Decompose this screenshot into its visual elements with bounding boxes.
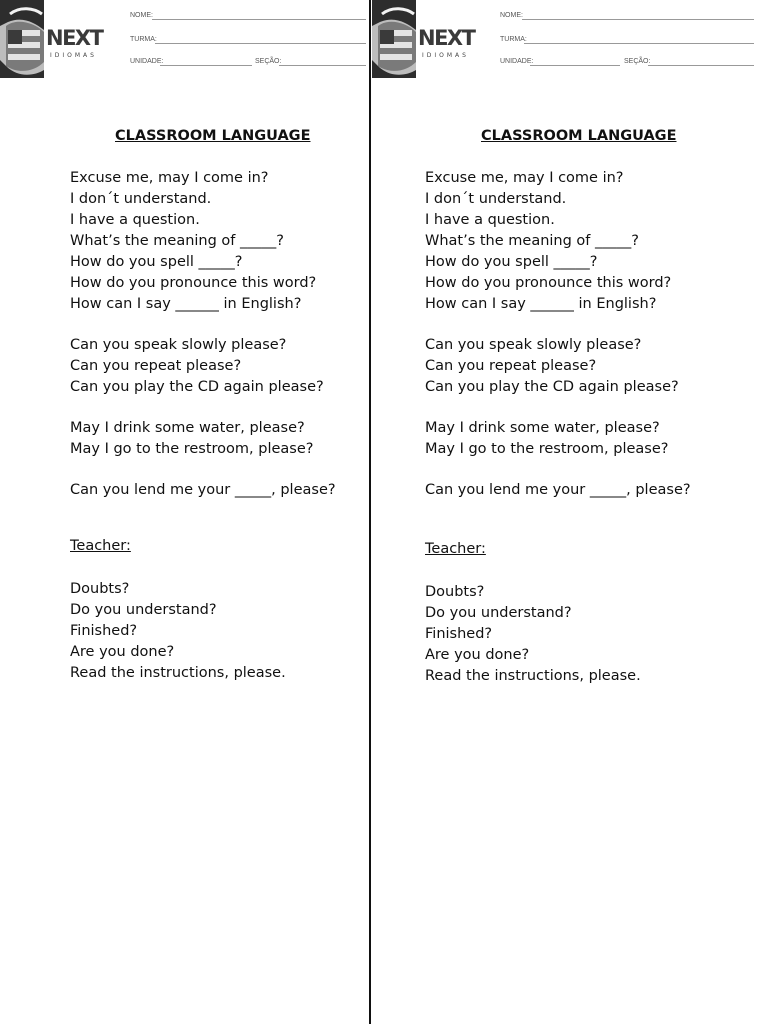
worksheet-left — [0, 0, 370, 1024]
unit-field[interactable] — [160, 65, 252, 66]
brand-tagline: IDIOMAS — [50, 52, 97, 59]
phrase-line: How do you pronounce this word? — [425, 275, 672, 291]
brand-name: NEXT — [46, 26, 103, 50]
teacher-line: Are you done? — [425, 647, 530, 663]
phrase-line: May I go to the restroom, please? — [425, 441, 669, 457]
phrase-line: Can you play the CD again please? — [70, 379, 324, 395]
section-field[interactable] — [279, 65, 366, 66]
worksheet-title: CLASSROOM LANGUAGE — [481, 128, 677, 144]
teacher-line: Read the instructions, please. — [425, 668, 641, 684]
phrase-group-4 — [425, 480, 691, 501]
name-field[interactable] — [152, 19, 366, 20]
name-label: NOME: — [130, 12, 153, 19]
phrase-line: Can you repeat please? — [70, 358, 242, 374]
next-idiomas-logo — [372, 0, 474, 78]
worksheet-right — [372, 0, 768, 1024]
phrase-line: I have a question. — [425, 212, 555, 228]
phrase-line: Can you repeat please? — [425, 358, 597, 374]
unit-label: UNIDADE: — [130, 58, 164, 65]
teacher-line: Are you done? — [70, 644, 175, 660]
phrase-group-2 — [70, 335, 324, 398]
phrase-line: I don´t understand. — [70, 191, 212, 207]
teacher-line: Do you understand? — [70, 602, 217, 618]
teacher-line: Doubts? — [70, 581, 130, 597]
class-label: TURMA: — [130, 36, 157, 43]
phrase-line: What’s the meaning of _____? — [425, 233, 639, 249]
phrase-line: Can you speak slowly please? — [70, 337, 287, 353]
phrase-line: I have a question. — [70, 212, 200, 228]
phrase-line: May I drink some water, please? — [425, 420, 660, 436]
section-field[interactable] — [648, 65, 754, 66]
teacher-heading: Teacher: — [425, 541, 486, 557]
unit-label: UNIDADE: — [500, 58, 534, 65]
teacher-line: Do you understand? — [425, 605, 572, 621]
phrase-line: Can you lend me your _____, please? — [70, 482, 336, 498]
worksheet-title: CLASSROOM LANGUAGE — [115, 128, 311, 144]
phrase-group-3 — [70, 418, 313, 460]
phrase-line: May I drink some water, please? — [70, 420, 305, 436]
unit-field[interactable] — [530, 65, 620, 66]
phrase-line: Can you lend me your _____, please? — [425, 482, 691, 498]
phrase-group-3 — [425, 418, 668, 460]
phrase-line: How can I say ______ in English? — [425, 296, 657, 312]
phrase-group-4 — [70, 480, 336, 501]
teacher-line: Doubts? — [425, 584, 485, 600]
teacher-heading: Teacher: — [70, 538, 131, 554]
phrase-group-2 — [425, 335, 679, 398]
teacher-line: Finished? — [70, 623, 138, 639]
phrase-group-1 — [425, 168, 671, 315]
phrase-line: How do you spell _____? — [425, 254, 598, 270]
page-divider — [369, 0, 371, 1024]
brand-name: NEXT — [418, 26, 475, 50]
phrase-line: How do you spell _____? — [70, 254, 243, 270]
phrase-line: How do you pronounce this word? — [70, 275, 317, 291]
phrase-group-1 — [70, 168, 316, 315]
section-label: SEÇÃO: — [624, 58, 651, 65]
name-label: NOME: — [500, 12, 523, 19]
phrase-line: Excuse me, may I come in? — [70, 170, 269, 186]
name-field[interactable] — [522, 19, 754, 20]
class-field[interactable] — [524, 43, 754, 44]
teacher-phrases — [70, 579, 286, 684]
phrase-line: May I go to the restroom, please? — [70, 441, 314, 457]
phrase-line: What’s the meaning of _____? — [70, 233, 284, 249]
phrase-line: How can I say ______ in English? — [70, 296, 302, 312]
teacher-line: Read the instructions, please. — [70, 665, 286, 681]
phrase-line: Can you play the CD again please? — [425, 379, 679, 395]
phrase-line: Excuse me, may I come in? — [425, 170, 624, 186]
brand-tagline: IDIOMAS — [422, 52, 469, 59]
teacher-line: Finished? — [425, 626, 493, 642]
phrase-line: Can you speak slowly please? — [425, 337, 642, 353]
phrase-line: I don´t understand. — [425, 191, 567, 207]
section-label: SEÇÃO: — [255, 58, 282, 65]
class-field[interactable] — [155, 43, 366, 44]
next-idiomas-logo — [0, 0, 102, 78]
class-label: TURMA: — [500, 36, 527, 43]
teacher-phrases — [425, 582, 641, 687]
